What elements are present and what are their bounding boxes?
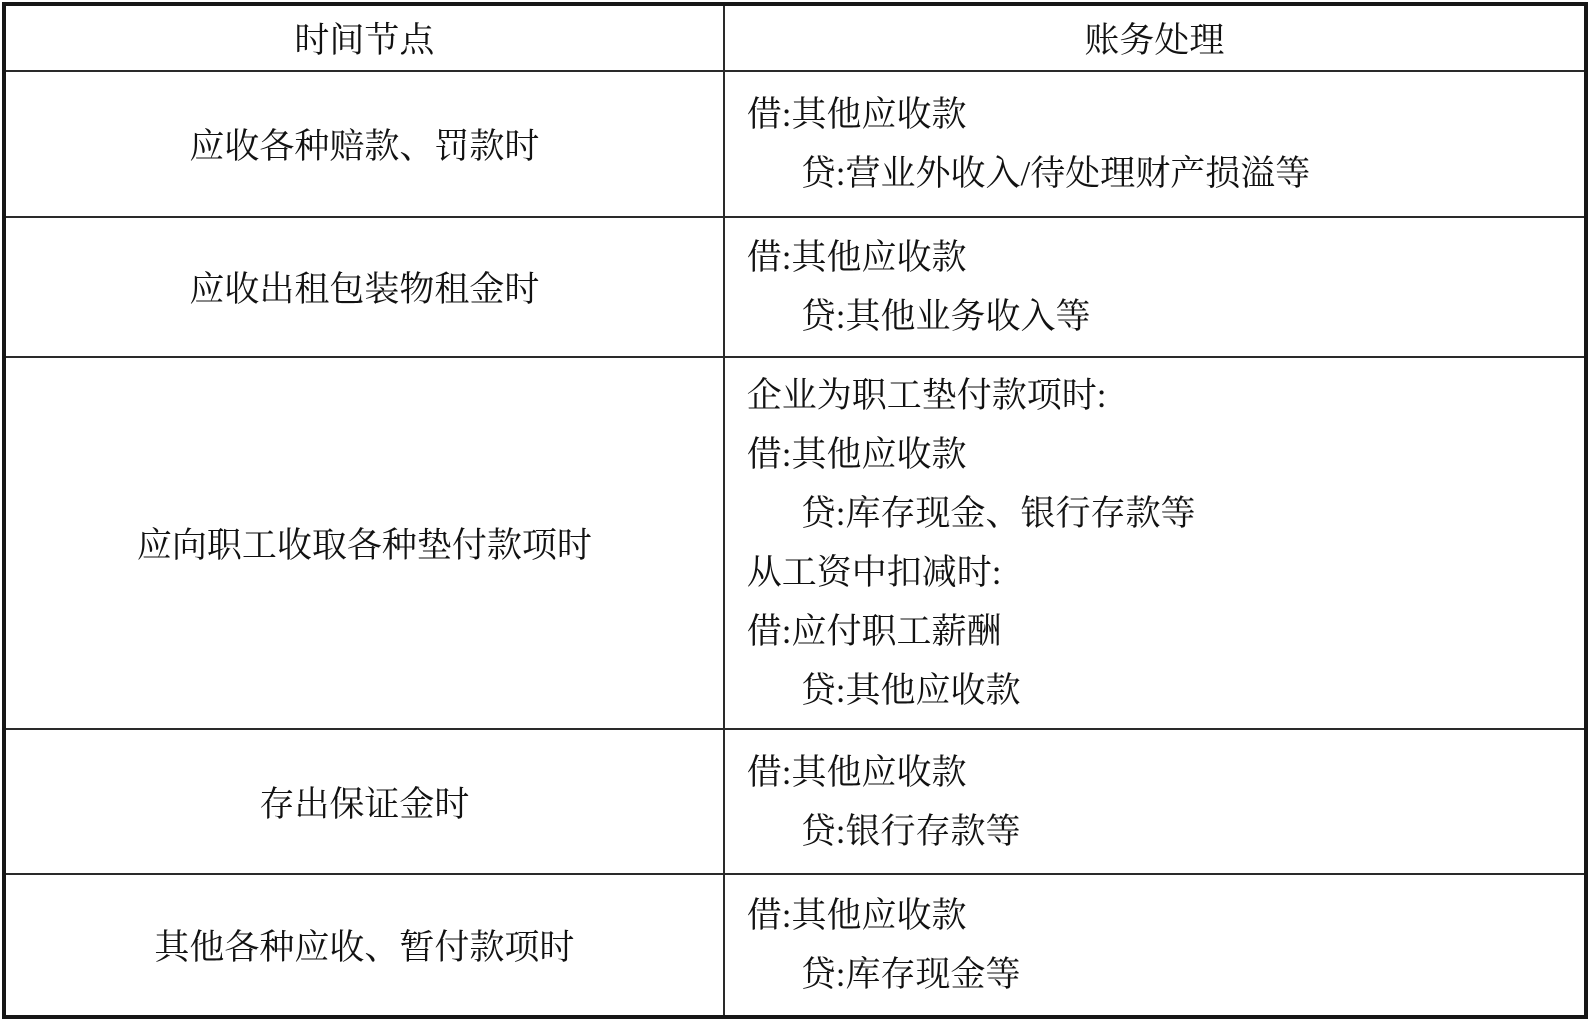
time-node-cell: 其他各种应收、暂付款项时 xyxy=(4,874,724,1017)
entry-line-condition: 从工资中扣减时: xyxy=(746,553,1002,592)
table-row xyxy=(4,874,1586,1017)
entry-cell xyxy=(724,874,1586,1017)
entry-line-debit: 借:其他应收款 xyxy=(746,238,967,277)
entry-cell xyxy=(724,357,1586,729)
column-header-time-node: 时间节点 xyxy=(4,4,724,71)
entry-line-credit: 贷:库存现金、银行存款等 xyxy=(800,494,1196,533)
time-node-cell: 存出保证金时 xyxy=(4,729,724,874)
table-row xyxy=(4,71,1586,217)
accounting-entries-table xyxy=(2,2,1588,1019)
time-node-cell: 应向职工收取各种垫付款项时 xyxy=(4,357,724,729)
entry-line-condition: 企业为职工垫付款项时: xyxy=(746,376,1107,415)
entry-cell xyxy=(724,217,1586,357)
entry-line-credit: 贷:其他业务收入等 xyxy=(800,297,1091,336)
entry-cell xyxy=(724,729,1586,874)
table-row xyxy=(4,357,1586,729)
entry-line-credit: 贷:库存现金等 xyxy=(800,955,1021,994)
entry-line-credit: 贷:其他应收款 xyxy=(800,671,1021,710)
entry-line-debit: 借:其他应收款 xyxy=(746,95,967,134)
entry-line-credit: 贷:营业外收入/待处理财产损溢等 xyxy=(800,154,1311,193)
entry-line-debit: 借:其他应收款 xyxy=(746,435,967,474)
table-header-row xyxy=(4,4,1586,71)
entry-line-credit: 贷:银行存款等 xyxy=(800,811,1021,851)
column-header-accounting-treatment: 账务处理 xyxy=(724,4,1586,71)
entry-line-debit: 借:其他应收款 xyxy=(746,896,967,935)
time-node-cell: 应收各种赔款、罚款时 xyxy=(4,71,724,217)
entry-cell xyxy=(724,71,1586,217)
entry-line-debit: 借:应付职工薪酬 xyxy=(746,612,1002,651)
entry-line-debit: 借:其他应收款 xyxy=(746,752,967,792)
table-row xyxy=(4,729,1586,874)
time-node-cell: 应收出租包装物租金时 xyxy=(4,217,724,357)
table-row xyxy=(4,217,1586,357)
